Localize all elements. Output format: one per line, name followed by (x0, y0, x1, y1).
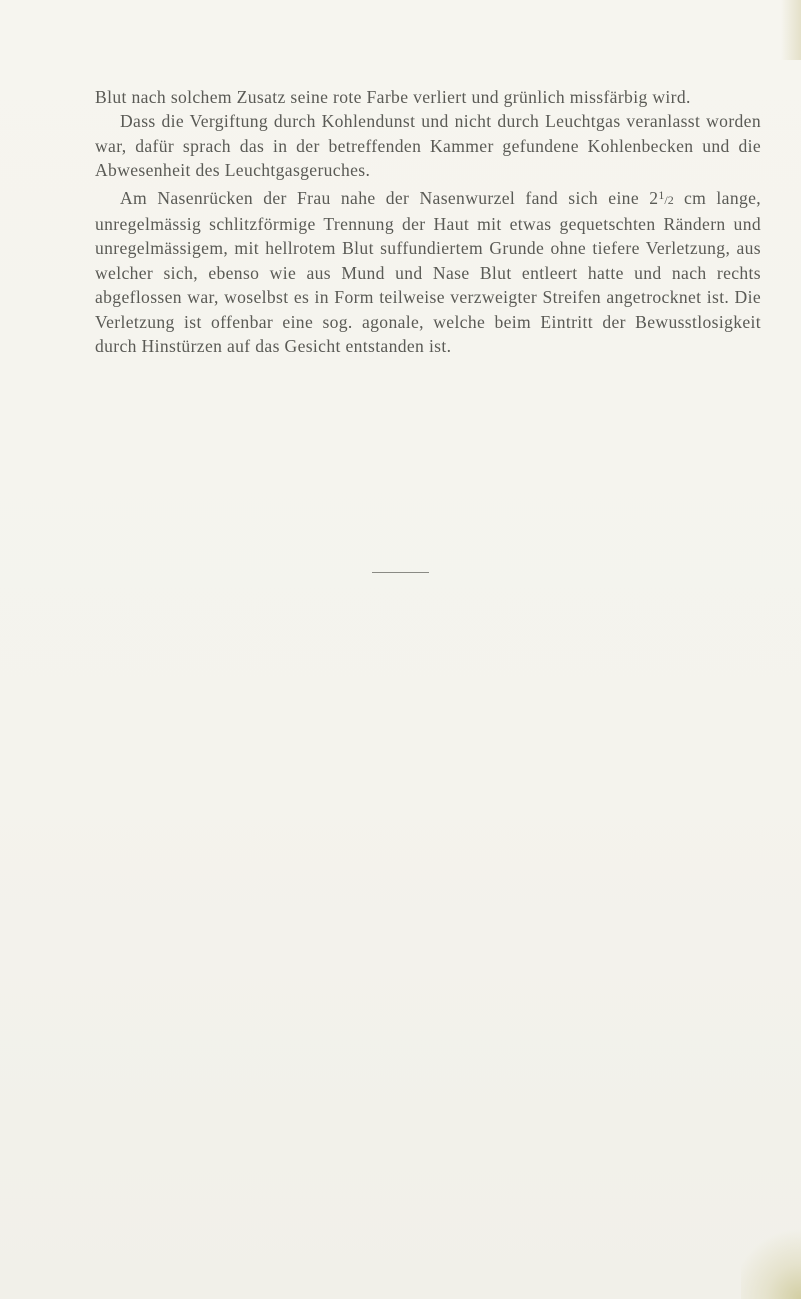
paragraph-3: Am Nasenrücken der Frau nahe der Nasenwurzel fand sich eine $2^1/2$ cm lange, unregelmässig schlitzförmige Trennung der Haut mit etwas gequetschten Rändern und unregelmässigem, mit hellrotem Blut suffundiertem Grunde ohne tiefere Verletzung, aus welcher sich, ebenso wie aus Mund und Nase Blut entleert hatte und nach rechts abgeflossen war, woselbst es in Form teilweise verzweigter Streifen angetrocknet ist. Die Verletzung ist offenbar eine sog. agonale, welche beim Eintritt der Bewusstlosigkeit durch Hinstürzen auf das Gesicht entstanden ist. (95, 187, 762, 357)
page-edge-shadow (781, 0, 801, 60)
body-text (95, 85, 761, 358)
fraction-numerator: 1 (658, 187, 665, 202)
paragraph-3-rest: cm lange, unregelmässig schlitzförmige Trennung der Haut mit etwas gequetschten Rändern und unregelmässigem, mit hellrotem Blut suffundiertem Grunde ohne tiefere Verletzung, aus welcher sich, ebenso wie aus Mund und Nase Blut entleert hatte und nach rechts abgeflossen war, woselbst es in Form teilweise verzweigter Streifen angetrocknet ist. Die Verletzung ist offenbar eine sog. agonale, welche beim Eintritt der Bewusstlosigkeit durch Hinstürzen auf das Gesicht entstanden ist. (95, 187, 762, 357)
fraction-denominator: 2 (667, 192, 674, 207)
paragraph-2: Dass die Vergiftung durch Kohlendunst und nicht durch Leuchtgas veranlasst worden war, dafür sprach das in der betreffenden Kammer gefundene Kohlenbecken und die Abwesenheit des Leuchtgasgeruches. (95, 111, 761, 181)
page-corner-stain (741, 1219, 801, 1299)
paragraph-1: Blut nach solchem Zusatz seine rote Farbe verliert und grünlich missfärbig wird. (95, 87, 691, 107)
fraction-whole: 2 (649, 187, 659, 208)
paragraph-3-lead: Am Nasenrücken der Frau nahe der Nasenwurzel fand sich eine (120, 187, 639, 208)
section-divider-rule (372, 572, 429, 573)
